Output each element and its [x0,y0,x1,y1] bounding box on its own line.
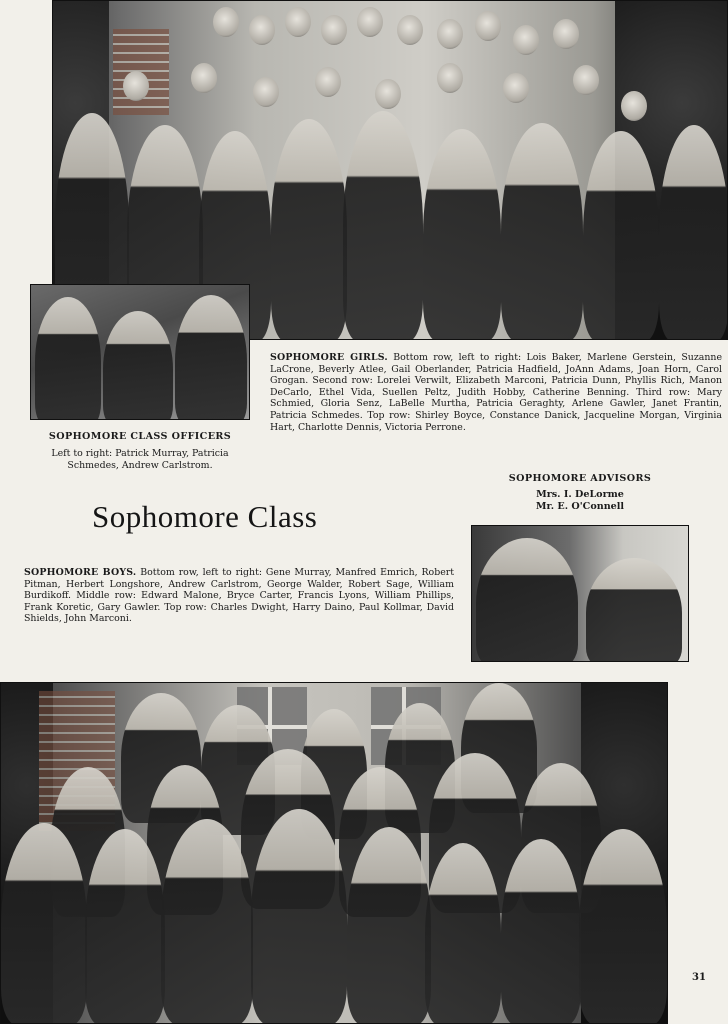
photo-figure [175,295,247,420]
girls-caption-heading: SOPHOMORE GIRLS. [270,352,388,363]
photo-figure [423,129,501,340]
girls-caption-text: Bottom row, left to right: Lois Baker, Marlene Gerstein, Suzanne LaCrone, Beverly Atlee, Gail Oberlander, Patricia Hadfield, JoAnn Adams, Joan Horn, Carol Grogan. Second row: Lorelei Verwilt, Elizabeth Marconi, Patricia Dunn, Phyllis Rich, Manon DeCarlo, Ethel Vida, Suellen Peltz, Judith Hobby, Catherine Benning. Third row: Mary Schmied, Gloria Senz, LaBelle Murtha, Patricia Geraghty, Arlene Gawler, Janet Frantin, Patricia Schmedes. Top row: Shirley Boyce, Constance Danick, Jacqueline Morgan, Virginia Hart, Charlotte Dennis, Victoria Perrone. [270,352,722,433]
boys-caption-text: Bottom row, left to right: Gene Murray, Manfred Emrich, Robert Pitman, Herbert Longshore, Andrew Carlstrom, George Walder, Robert Sage, William Burdikoff. Middle row: Edward Malone, Bryce Carter, Francis Lyons, William Phillips, Frank Koretic, Gary Gawler. Top row: Charles Dwight, Harry Daino, Paul Kollmar, David Shields, John Marconi. [24,567,454,625]
photo-figure [375,79,401,109]
photo-figure [659,125,728,340]
photo-figure [437,19,463,49]
photo-figure [271,119,347,340]
class-officers-photo [30,284,250,420]
advisor-name: Mrs. I. DeLorme [536,489,624,500]
photo-figure [357,7,383,37]
photo-figure [501,839,581,1024]
photo-figure [503,73,529,103]
photo-figure [85,829,165,1024]
boys-caption-heading: SOPHOMORE BOYS. [24,567,137,578]
photo-figure [553,19,579,49]
photo-figure [475,11,501,41]
photo-figure [586,558,682,662]
advisors-list [470,489,690,513]
page-title: Sophomore Class [92,499,318,534]
photo-figure [621,91,647,121]
photo-figure [249,15,275,45]
photo-figure [397,15,423,45]
photo-figure [253,77,279,107]
advisor-name: Mr. E. O'Connell [535,501,625,512]
sophomore-girls-caption [270,352,722,433]
officers-heading: SOPHOMORE CLASS OFFICERS [48,431,232,442]
photo-figure [476,538,578,662]
photo-figure [573,65,599,95]
photo-figure [251,809,347,1024]
photo-figure [343,111,423,340]
photo-figure [285,7,311,37]
photo-figure [437,63,463,93]
photo-figure [213,7,239,37]
photo-figure [35,297,101,420]
advisors-photo [471,525,689,662]
photo-figure [321,15,347,45]
page-number: 31 [692,972,706,983]
photo-figure [103,311,173,420]
photo-figure [1,823,87,1024]
sophomore-boys-caption [24,567,454,625]
photo-figure [191,63,217,93]
photo-figure [501,123,583,340]
photo-figure [161,819,253,1024]
photo-figure [347,827,431,1024]
photo-figure [425,843,501,1024]
photo-figure [123,71,149,101]
photo-figure [513,25,539,55]
advisors-heading: SOPHOMORE ADVISORS [508,473,652,484]
photo-figure [579,829,667,1024]
sophomore-boys-photo [0,682,668,1024]
photo-figure [583,131,659,340]
officers-caption: Left to right: Patrick Murray, Patricia Schmedes, Andrew Carlstrom. [51,448,229,471]
photo-figure [315,67,341,97]
